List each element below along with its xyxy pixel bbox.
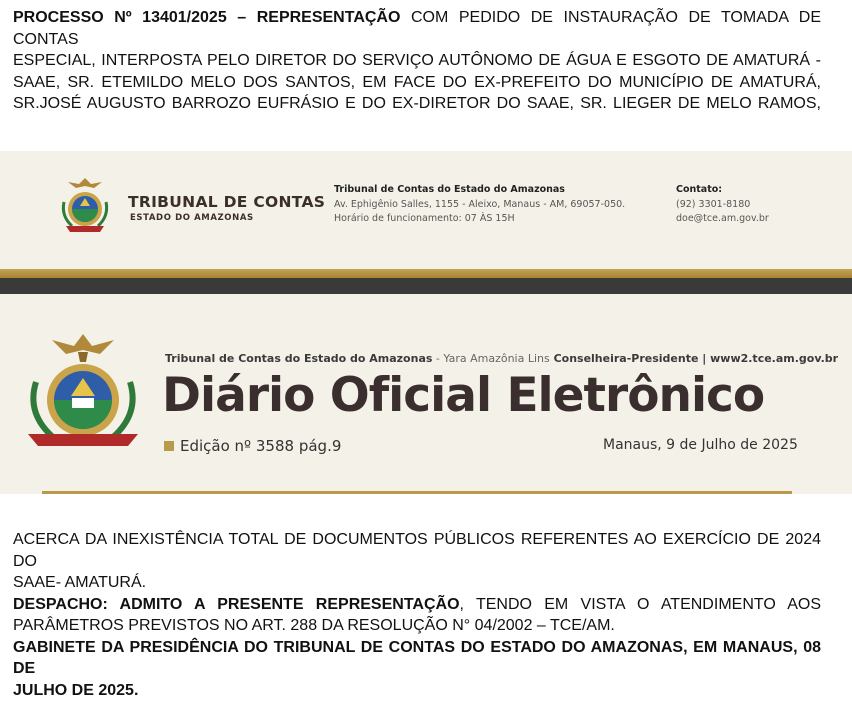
footer-brand-sub: ESTADO DO AMAZONAS [130, 213, 254, 223]
top-paragraph [13, 7, 821, 115]
footer-contact-title: Contato: [676, 183, 769, 198]
page-title: Diário Oficial Eletrônico [162, 368, 764, 423]
bottom-line-2: SAAE- AMATURÁ. [13, 572, 821, 594]
bottom-paragraph [13, 529, 821, 701]
header-rule [42, 491, 792, 494]
top-line-4: SR.JOSÉ AUGUSTO BARROZO EUFRÁSIO E DO EX-DIRETOR DO SAAE, SR. LIEGER DE MELO RAMOS, [13, 93, 821, 115]
bottom-line-1: ACERCA DA INEXISTÊNCIA TOTAL DE DOCUMENTOS PÚBLICOS REFERENTES AO EXERCÍCIO DE 2024 DO [13, 529, 821, 572]
footer-hours: Horário de funcionamento: 07 ÀS 15H [334, 212, 625, 227]
bottom-line-4: PARÂMETROS PREVISTOS NO ART. 288 DA RESOLUÇÃO N° 04/2002 – TCE/AM. [13, 615, 821, 637]
edition-text: Edição nº 3588 pág.9 [180, 437, 341, 455]
top-line-2: ESPECIAL, INTERPOSTA PELO DIRETOR DO SERVIÇO AUTÔNOMO DE ÁGUA E ESGOTO DE AMATURÁ - [13, 50, 821, 72]
gold-divider [0, 269, 852, 278]
header-separator: - [432, 352, 443, 365]
gabinete-line-2: JULHO DE 2025. [13, 680, 821, 701]
tce-emblem-icon [58, 176, 112, 236]
footer-address-line: Av. Ephigênio Salles, 1155 - Aleixo, Manaus - AM, 69057-050. [334, 198, 625, 213]
header-site: | www2.tce.am.gov.br [698, 352, 838, 365]
header-topline [165, 352, 838, 365]
edition-info [164, 437, 341, 455]
tce-emblem-icon [22, 330, 144, 458]
despacho-rest: , TENDO EM VISTA O ATENDIMENTO AOS [460, 596, 821, 613]
top-line-3: SAAE, SR. ETEMILDO MELO DOS SANTOS, EM FACE DO EX-PREFEITO DO MUNICÍPIO DE AMATURÁ, [13, 72, 821, 94]
header-president-name: Yara Amazônia Lins [443, 352, 549, 365]
footer-address-title: Tribunal de Contas do Estado do Amazonas [334, 183, 625, 198]
gabinete-line-1: GABINETE DA PRESIDÊNCIA DO TRIBUNAL DE CONTAS DO ESTADO DO AMAZONAS, EM MANAUS, 08 DE [13, 637, 821, 680]
footer-contact [676, 183, 769, 227]
footer-brand-name: TRIBUNAL DE CONTAS [128, 193, 325, 211]
despacho-label: DESPACHO: ADMITO A PRESENTE REPRESENTAÇÃO [13, 596, 460, 613]
top-line-1 [13, 7, 821, 50]
header-org: Tribunal de Contas do Estado do Amazonas [165, 352, 432, 365]
footer-phone: (92) 3301-8180 [676, 198, 769, 213]
footer-email[interactable]: doe@tce.am.gov.br [676, 212, 769, 227]
top-line-1-rest: COM PEDIDO DE INSTAURAÇÃO DE TOMADA DE CONTAS [13, 9, 821, 48]
edition-bullet [164, 441, 174, 451]
edition-date: Manaus, 9 de Julho de 2025 [603, 437, 798, 453]
dark-divider [0, 278, 852, 294]
header-president-role: Conselheira-Presidente [550, 352, 699, 365]
footer-address [334, 183, 625, 227]
process-number: PROCESSO Nº 13401/2025 – REPRESENTAÇÃO [13, 9, 400, 26]
despacho-line [13, 594, 821, 616]
